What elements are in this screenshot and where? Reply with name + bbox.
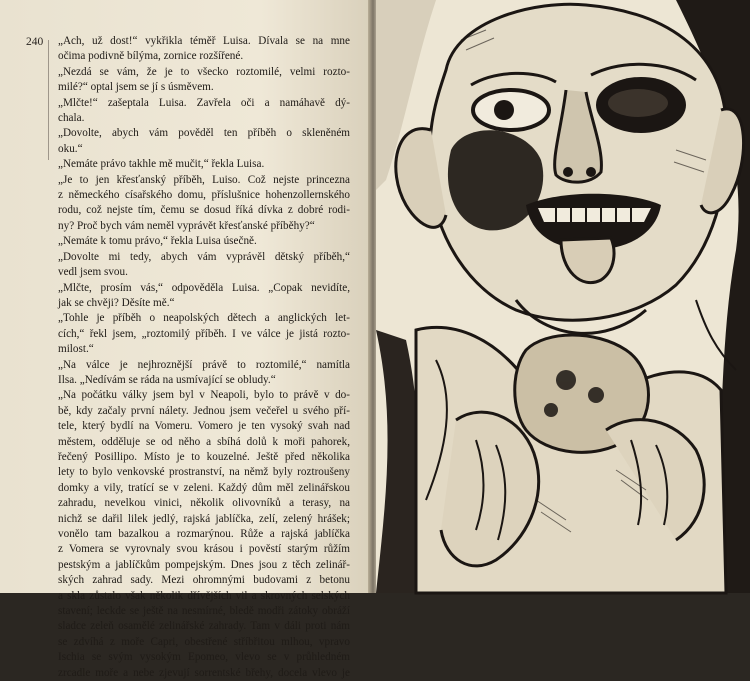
text-line: „Nemáte právo takhle mě mučit,“ řekla Luisa. bbox=[58, 158, 265, 171]
text-line: vedl jsem svou. bbox=[58, 266, 128, 279]
text-line: vonělo tam bazalkou a rozmarýnou. Růže a rajská jablíčka bbox=[58, 528, 350, 540]
text-line: cích,“ řekl jsem, „roztomilý příběh. I ve válce je jistá rozto- bbox=[58, 327, 350, 340]
text-line: „Nezdá se vám, že je to všecko roztomilé, velmi rozto- bbox=[58, 65, 350, 78]
left-page bbox=[0, 0, 373, 679]
text-line: „Dovolte mi tedy, abych vám vyprávěl dětský příběh,“ bbox=[58, 250, 350, 263]
text-line: „Tohle je příběh o neapolských dětech a anglických let- bbox=[58, 312, 350, 325]
text-line: „Ach, už dost!“ vykřikla téměř Luisa. Dívala se na mne bbox=[58, 35, 350, 47]
text-line: chala. bbox=[58, 112, 85, 125]
text-line: „Nemáte k tomu právo,“ řekla Luisa úsečně. bbox=[58, 235, 257, 248]
text-line: a skla zůstalo však několik dřívějších vil a skrovných selských bbox=[58, 589, 350, 602]
text-line: Ischia se svým vysokým Epomeo, vlevo se v průhledném bbox=[58, 651, 350, 664]
text-line: městem, odděluje se od něho a sbíhá dolů k moři pahorek, bbox=[58, 435, 350, 448]
text-line: jak se chvěji? Děsíte mě.“ bbox=[58, 296, 175, 309]
text-line: „Mlčte!“ zašeptala Luisa. Zavřela oči a namáhavě dý- bbox=[58, 96, 350, 109]
text-line: „Dovolte, abych vám pověděl ten příběh o skleněném bbox=[58, 127, 350, 140]
page-number: 240 bbox=[26, 36, 44, 48]
text-line: „Na počátku války jsem byl v Neapoli, bylo to právě v do- bbox=[58, 389, 350, 402]
text-line: z Vomera se vyrovnaly svou krásou i pověstí starým růžím bbox=[58, 543, 350, 556]
text-line: ny? Proč bych vám neměl vyprávět křesťanské příběhy?“ bbox=[58, 219, 315, 232]
body-text bbox=[58, 34, 350, 681]
text-line: milost.“ bbox=[58, 343, 94, 356]
text-line: tele, který bydlí na Vomeru. Vomero je ten vysoký svah nad bbox=[58, 420, 350, 433]
text-line: pestským a jablíčkům pompejským. Dnes jsou z těch zelinář- bbox=[58, 558, 350, 571]
text-line: Ilsa. „Nedívám se ráda na usmívající se obludy.“ bbox=[58, 373, 276, 386]
text-line: z německého císařského domu, příslušnice hohenzollernského bbox=[58, 189, 350, 202]
illustration-grotesque-face bbox=[376, 0, 750, 593]
text-line: milé?“ optal jsem se jí s úsměvem. bbox=[58, 81, 214, 94]
text-line: „Na válce je nejhroznější právě to roztomilé,“ namítla bbox=[58, 358, 350, 371]
text-line: lety to bylo venkovské prostranství, na němž byly roztroušeny bbox=[58, 466, 350, 479]
text-line: domky a vily, tratící se v zeleni. Každý dům měl zelinářskou bbox=[58, 481, 350, 494]
text-line: oku.“ bbox=[58, 142, 83, 155]
text-line: se zdvíhá z moře Capri, obestřené stříbřitou mlhou, vpravo bbox=[58, 635, 350, 648]
text-line: stavení; leckde se ještě na nesmírné, bledě modři zátoky obráží bbox=[58, 605, 350, 618]
text-line: „Je to jen křesťanský příběh, Luiso. Což nejste princezna bbox=[58, 173, 350, 186]
text-line: bě, kdy začaly první nálety. Jednou jsem večeřel u svého pří- bbox=[58, 404, 350, 417]
text-line: zrcadle moře a nebe zjevují sorrentské břehy, docela vlevo je bbox=[58, 666, 350, 679]
text-line: nichž se dařil lilek jedlý, rajská jablíčka, zelí, zelený hrášek; bbox=[58, 512, 350, 525]
text-line: řečený Posillipo. Místo je to kouzelné. Ještě před několika bbox=[58, 450, 350, 463]
text-line: očima podivně bílýma, zornice rozšířené. bbox=[58, 50, 244, 63]
text-line: „Mlčte, prosím vás,“ odpověděla Luisa. „Copak nevidíte, bbox=[58, 281, 350, 294]
text-line: zahradu, nevelkou vinici, několik olivovníků a terasy, na bbox=[58, 497, 350, 510]
margin-rule bbox=[48, 40, 49, 160]
text-line: rodu, což nejste tím, čemu se dosud říká dívka z dobré rodi- bbox=[58, 204, 350, 217]
text-line: ských zahrad sady. Mezi ohromnými budovami z betonu bbox=[58, 574, 350, 587]
text-line: sladce zeleň osamělé zelinářské zahrady. Tam v dáli proti nám bbox=[58, 620, 350, 633]
right-page bbox=[376, 0, 750, 593]
